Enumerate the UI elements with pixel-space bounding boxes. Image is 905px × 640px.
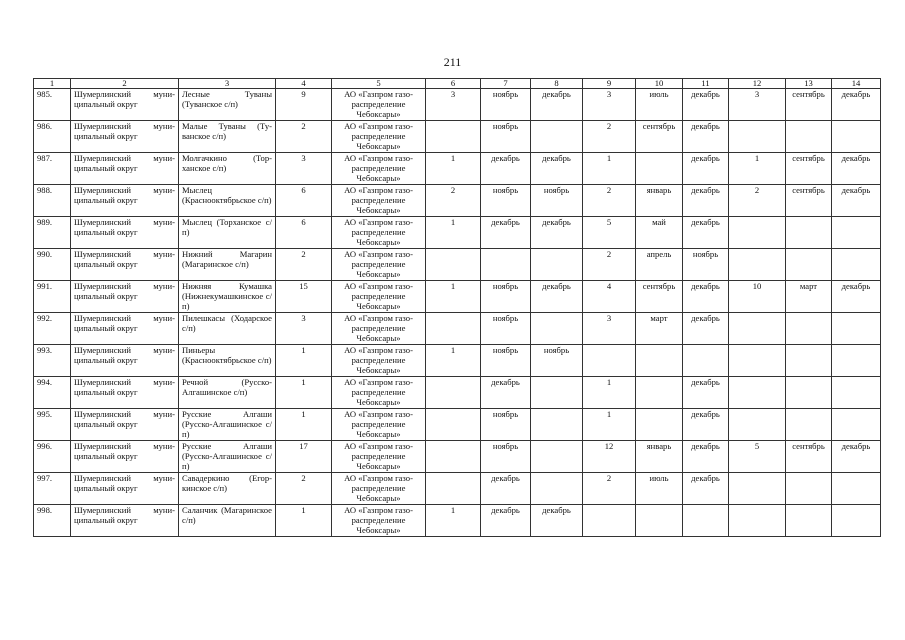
table-cell-col-14 <box>832 121 881 153</box>
table-cell-col-3: Русские Алгаши (Русско-Алгашинское с/п) <box>179 441 276 473</box>
table-cell-col-9: 4 <box>583 281 636 313</box>
table-cell-col-11: декабрь <box>683 89 729 121</box>
table-cell-col-12 <box>729 217 786 249</box>
table-cell-col-5: АО «Газпром газораспределение Чебоксары» <box>332 281 426 313</box>
table-cell-col-9 <box>583 505 636 537</box>
table-cell-col-10: май <box>636 217 683 249</box>
table-cell-col-6: 1 <box>426 505 481 537</box>
table-cell-col-6: 1 <box>426 345 481 377</box>
table-cell-col-1: 993. <box>34 345 71 377</box>
table-cell-col-6 <box>426 409 481 441</box>
table-cell-col-13 <box>786 473 832 505</box>
table-cell-col-9: 2 <box>583 249 636 281</box>
table-cell-col-1: 986. <box>34 121 71 153</box>
table-cell-col-12 <box>729 249 786 281</box>
table-cell-col-9: 2 <box>583 121 636 153</box>
table-cell-col-13 <box>786 249 832 281</box>
table-cell-col-5: АО «Газпром газораспределение Чебоксары» <box>332 249 426 281</box>
column-number-9: 9 <box>583 79 636 89</box>
table-cell-col-6 <box>426 121 481 153</box>
table-cell-col-1: 985. <box>34 89 71 121</box>
table-cell-col-3: Савадеркино (Егоркинское с/п) <box>179 473 276 505</box>
table-cell-col-14: декабрь <box>832 153 881 185</box>
table-cell-col-9: 3 <box>583 313 636 345</box>
table-cell-col-8: декабрь <box>531 281 583 313</box>
table-cell-col-13 <box>786 313 832 345</box>
table-cell-col-6: 1 <box>426 281 481 313</box>
column-number-12: 12 <box>729 79 786 89</box>
table-cell-col-5: АО «Газпром газораспределение Чебоксары» <box>332 121 426 153</box>
table-cell-col-9: 5 <box>583 217 636 249</box>
table-cell-col-14 <box>832 409 881 441</box>
table-cell-col-14 <box>832 345 881 377</box>
column-number-10: 10 <box>636 79 683 89</box>
table-cell-col-5: АО «Газпром газораспределение Чебоксары» <box>332 409 426 441</box>
table-cell-col-3: Пиньеры (Краснооктябрьское с/п) <box>179 345 276 377</box>
table-cell-col-7: декабрь <box>481 377 531 409</box>
table-cell-col-1: 989. <box>34 217 71 249</box>
table-cell-col-1: 995. <box>34 409 71 441</box>
table-cell-col-9: 2 <box>583 473 636 505</box>
table-cell-col-8: декабрь <box>531 153 583 185</box>
table-cell-col-9: 3 <box>583 89 636 121</box>
table-cell-col-3: Нижний Магарин (Магаринское с/п) <box>179 249 276 281</box>
table-cell-col-11: ноябрь <box>683 249 729 281</box>
table-cell-col-2: Шумерлинский муниципальный округ <box>71 121 179 153</box>
header-row <box>34 79 881 89</box>
table-cell-col-11: декабрь <box>683 121 729 153</box>
table-row <box>34 313 881 345</box>
table-cell-col-14 <box>832 313 881 345</box>
table-row <box>34 153 881 185</box>
table-cell-col-2: Шумерлинский муниципальный округ <box>71 217 179 249</box>
table-row <box>34 121 881 153</box>
table-cell-col-1: 992. <box>34 313 71 345</box>
table-cell-col-14: декабрь <box>832 281 881 313</box>
table-cell-col-7: декабрь <box>481 505 531 537</box>
table-cell-col-11 <box>683 505 729 537</box>
table-cell-col-5: АО «Газпром газораспределение Чебоксары» <box>332 345 426 377</box>
table-row <box>34 409 881 441</box>
table-cell-col-2: Шумерлинский муниципальный округ <box>71 441 179 473</box>
table-cell-col-5: АО «Газпром газораспределение Чебоксары» <box>332 505 426 537</box>
table-cell-col-10 <box>636 377 683 409</box>
table-row <box>34 185 881 217</box>
table-cell-col-14 <box>832 505 881 537</box>
table-cell-col-12: 2 <box>729 185 786 217</box>
table-cell-col-2: Шумерлинский муниципальный округ <box>71 313 179 345</box>
table-row <box>34 473 881 505</box>
table-cell-col-5: АО «Газпром газораспределение Чебоксары» <box>332 153 426 185</box>
table-cell-col-3: Нижняя Кумашка (Нижнекумашкинское с/п) <box>179 281 276 313</box>
table-cell-col-6 <box>426 473 481 505</box>
table-cell-col-6: 1 <box>426 217 481 249</box>
table-cell-col-10 <box>636 153 683 185</box>
table-cell-col-12 <box>729 505 786 537</box>
table-cell-col-14 <box>832 217 881 249</box>
table-cell-col-4: 15 <box>276 281 332 313</box>
table-row <box>34 217 881 249</box>
table-cell-col-3: Речной (Русско-Алгашинское с/п) <box>179 377 276 409</box>
table-cell-col-14 <box>832 249 881 281</box>
table-cell-col-13: март <box>786 281 832 313</box>
table-cell-col-13 <box>786 377 832 409</box>
table-cell-col-6: 2 <box>426 185 481 217</box>
table-cell-col-11: декабрь <box>683 441 729 473</box>
table-cell-col-4: 2 <box>276 249 332 281</box>
table-cell-col-2: Шумерлинский муниципальный округ <box>71 281 179 313</box>
table-cell-col-14: декабрь <box>832 441 881 473</box>
table-cell-col-10 <box>636 505 683 537</box>
table-cell-col-13 <box>786 345 832 377</box>
column-number-14: 14 <box>832 79 881 89</box>
table-cell-col-12 <box>729 377 786 409</box>
table-cell-col-5: АО «Газпром газораспределение Чебоксары» <box>332 377 426 409</box>
table-cell-col-4: 1 <box>276 377 332 409</box>
table-cell-col-2: Шумерлинский муниципальный округ <box>71 249 179 281</box>
table-cell-col-4: 6 <box>276 217 332 249</box>
table-cell-col-3: Пилешкасы (Ходарское с/п) <box>179 313 276 345</box>
table-cell-col-4: 1 <box>276 505 332 537</box>
table-cell-col-13: сентябрь <box>786 153 832 185</box>
table-cell-col-8: декабрь <box>531 89 583 121</box>
column-number-1: 1 <box>34 79 71 89</box>
table-cell-col-2: Шумерлинский муниципальный округ <box>71 89 179 121</box>
table-cell-col-4: 3 <box>276 153 332 185</box>
table-cell-col-5: АО «Газпром газораспределение Чебоксары» <box>332 89 426 121</box>
table-cell-col-2: Шумерлинский муниципальный округ <box>71 185 179 217</box>
table-cell-col-7: ноябрь <box>481 313 531 345</box>
column-number-5: 5 <box>332 79 426 89</box>
column-number-7: 7 <box>481 79 531 89</box>
table-cell-col-2: Шумерлинский муниципальный округ <box>71 377 179 409</box>
table-cell-col-9 <box>583 345 636 377</box>
table-cell-col-9: 1 <box>583 377 636 409</box>
table-cell-col-11: декабрь <box>683 313 729 345</box>
table-cell-col-12 <box>729 473 786 505</box>
table-cell-col-1: 994. <box>34 377 71 409</box>
table-cell-col-4: 1 <box>276 345 332 377</box>
table-cell-col-7: ноябрь <box>481 345 531 377</box>
table-cell-col-8 <box>531 473 583 505</box>
table-cell-col-2: Шумерлинский муниципальный округ <box>71 345 179 377</box>
table-cell-col-10 <box>636 345 683 377</box>
table-cell-col-2: Шумерлинский муниципальный округ <box>71 409 179 441</box>
table-cell-col-2: Шумерлинский муниципальный округ <box>71 153 179 185</box>
table-cell-col-8: ноябрь <box>531 345 583 377</box>
table-cell-col-2: Шумерлинский муниципальный округ <box>71 473 179 505</box>
table-cell-col-8 <box>531 249 583 281</box>
table-cell-col-3: Мыслец (Краснооктябрьское с/п) <box>179 185 276 217</box>
table-cell-col-11: декабрь <box>683 281 729 313</box>
table-cell-col-10: сентябрь <box>636 281 683 313</box>
table-cell-col-14: декабрь <box>832 89 881 121</box>
table-cell-col-9: 2 <box>583 185 636 217</box>
page-number: 211 <box>443 55 462 69</box>
table-cell-col-8 <box>531 121 583 153</box>
table-cell-col-4: 1 <box>276 409 332 441</box>
table-cell-col-11: декабрь <box>683 409 729 441</box>
table-cell-col-12 <box>729 313 786 345</box>
table-cell-col-4: 3 <box>276 313 332 345</box>
table-cell-col-12 <box>729 121 786 153</box>
table-cell-col-1: 988. <box>34 185 71 217</box>
table-cell-col-5: АО «Газпром газораспределение Чебоксары» <box>332 473 426 505</box>
table-cell-col-12: 3 <box>729 89 786 121</box>
table-cell-col-8 <box>531 377 583 409</box>
table-cell-col-6 <box>426 441 481 473</box>
table-cell-col-7: ноябрь <box>481 121 531 153</box>
table-cell-col-4: 6 <box>276 185 332 217</box>
table-cell-col-7: декабрь <box>481 217 531 249</box>
table-cell-col-5: АО «Газпром газораспределение Чебоксары» <box>332 217 426 249</box>
table-cell-col-3: Русские Алгаши (Русско-Алгашинское с/п) <box>179 409 276 441</box>
table-cell-col-5: АО «Газпром газораспределение Чебоксары» <box>332 185 426 217</box>
table-cell-col-8: декабрь <box>531 505 583 537</box>
table-cell-col-6 <box>426 313 481 345</box>
table-cell-col-11 <box>683 345 729 377</box>
table-cell-col-6: 1 <box>426 153 481 185</box>
table-cell-col-13 <box>786 505 832 537</box>
column-number-4: 4 <box>276 79 332 89</box>
table-cell-col-10: июль <box>636 89 683 121</box>
table-cell-col-13 <box>786 121 832 153</box>
column-number-2: 2 <box>71 79 179 89</box>
table-cell-col-1: 998. <box>34 505 71 537</box>
table-cell-col-10: сентябрь <box>636 121 683 153</box>
table-cell-col-11: декабрь <box>683 153 729 185</box>
table-cell-col-8 <box>531 313 583 345</box>
table-cell-col-1: 987. <box>34 153 71 185</box>
table-cell-col-13 <box>786 217 832 249</box>
table-row <box>34 441 881 473</box>
table-cell-col-12: 1 <box>729 153 786 185</box>
table-cell-col-3: Малые Туваны (Туванское с/п) <box>179 121 276 153</box>
table-cell-col-10: январь <box>636 185 683 217</box>
table-cell-col-7 <box>481 249 531 281</box>
table-cell-col-9: 1 <box>583 409 636 441</box>
table-cell-col-14 <box>832 377 881 409</box>
column-number-3: 3 <box>179 79 276 89</box>
table-cell-col-10: январь <box>636 441 683 473</box>
table-cell-col-14: декабрь <box>832 185 881 217</box>
table-cell-col-7: ноябрь <box>481 441 531 473</box>
table-cell-col-3: Мыслец (Торханское с/п) <box>179 217 276 249</box>
table-cell-col-8 <box>531 441 583 473</box>
table-cell-col-10: апрель <box>636 249 683 281</box>
table-row <box>34 505 881 537</box>
gasification-schedule-table <box>33 78 881 537</box>
table-cell-col-5: АО «Газпром газораспределение Чебоксары» <box>332 441 426 473</box>
table-cell-col-1: 996. <box>34 441 71 473</box>
table-cell-col-10: июль <box>636 473 683 505</box>
table-cell-col-13: сентябрь <box>786 441 832 473</box>
table-cell-col-14 <box>832 473 881 505</box>
table-cell-col-2: Шумерлинский муниципальный округ <box>71 505 179 537</box>
column-number-6: 6 <box>426 79 481 89</box>
column-number-11: 11 <box>683 79 729 89</box>
table-cell-col-11: декабрь <box>683 473 729 505</box>
table-cell-col-1: 990. <box>34 249 71 281</box>
table-cell-col-12 <box>729 345 786 377</box>
table-cell-col-1: 991. <box>34 281 71 313</box>
table-cell-col-11: декабрь <box>683 217 729 249</box>
table-row <box>34 249 881 281</box>
table-cell-col-7: декабрь <box>481 153 531 185</box>
table-cell-col-13: сентябрь <box>786 89 832 121</box>
table-cell-col-9: 12 <box>583 441 636 473</box>
table-cell-col-5: АО «Газпром газораспределение Чебоксары» <box>332 313 426 345</box>
table-cell-col-3: Саланчик (Магаринское с/п) <box>179 505 276 537</box>
table-cell-col-12: 10 <box>729 281 786 313</box>
table-cell-col-12: 5 <box>729 441 786 473</box>
column-number-8: 8 <box>531 79 583 89</box>
table-row <box>34 89 881 121</box>
table-cell-col-4: 9 <box>276 89 332 121</box>
table-cell-col-8: ноябрь <box>531 185 583 217</box>
table-cell-col-1: 997. <box>34 473 71 505</box>
table-cell-col-7: ноябрь <box>481 89 531 121</box>
table-cell-col-7: декабрь <box>481 473 531 505</box>
table-cell-col-10: март <box>636 313 683 345</box>
table-cell-col-4: 2 <box>276 473 332 505</box>
table-cell-col-8: декабрь <box>531 217 583 249</box>
table-cell-col-6 <box>426 249 481 281</box>
table-cell-col-3: Молгачкино (Торханское с/п) <box>179 153 276 185</box>
table-row <box>34 281 881 313</box>
table-cell-col-9: 1 <box>583 153 636 185</box>
table-cell-col-3: Лесные Туваны (Туванское с/п) <box>179 89 276 121</box>
table-row <box>34 377 881 409</box>
table-cell-col-10 <box>636 409 683 441</box>
table-cell-col-6: 3 <box>426 89 481 121</box>
table-cell-col-11: декабрь <box>683 185 729 217</box>
table-cell-col-12 <box>729 409 786 441</box>
table-cell-col-13 <box>786 409 832 441</box>
table-cell-col-7: ноябрь <box>481 281 531 313</box>
table-cell-col-4: 17 <box>276 441 332 473</box>
table-cell-col-8 <box>531 409 583 441</box>
table-cell-col-4: 2 <box>276 121 332 153</box>
table-cell-col-11: декабрь <box>683 377 729 409</box>
table-cell-col-13: сентябрь <box>786 185 832 217</box>
table-cell-col-7: ноябрь <box>481 185 531 217</box>
table-row <box>34 345 881 377</box>
column-number-13: 13 <box>786 79 832 89</box>
table-cell-col-7: ноябрь <box>481 409 531 441</box>
table-cell-col-6 <box>426 377 481 409</box>
